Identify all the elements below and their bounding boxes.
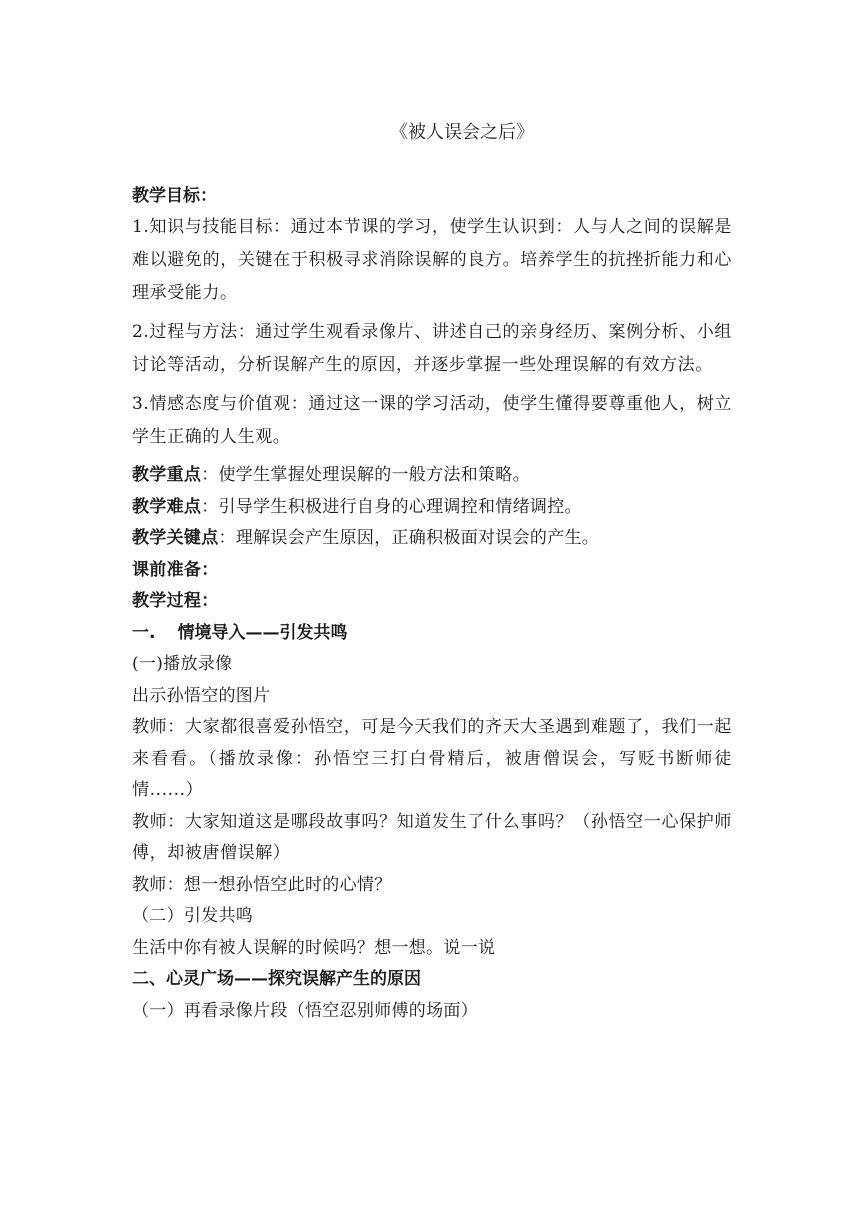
difficulty — [132, 492, 732, 524]
crux-label: 教学关键点 — [132, 528, 219, 548]
key-point — [132, 460, 732, 492]
preparation-heading: 课前准备： — [132, 559, 219, 580]
crux-text: ：理解误会产生原因，正确积极面对误会的产生。 — [218, 528, 600, 548]
crux — [132, 523, 732, 555]
section-1-number: 一. — [132, 622, 156, 643]
section-1-sub-2: （二）引发共鸣 — [132, 906, 254, 926]
objective-item-1: 1.知识与技能目标：通过本节课的学习，使学生认识到：人与人之间的误解是难以避免的，关键在于积极寻求消除误解的良方。培养学生的抗挫折能力和心理承受能力。 — [132, 217, 732, 303]
difficulty-text: ：引导学生积极进行自身的心理调控和情绪调控。 — [201, 496, 582, 517]
section-1-sub-1: (一)播放录像 — [132, 654, 233, 674]
key-point-label: 教学重点 — [132, 465, 202, 485]
key-point-text: ：使学生掌握处理误解的一般方法和策略。 — [201, 465, 530, 485]
teacher-line-1: 教师：大家都很喜爱孙悟空，可是今天我们的齐天大圣遇到难题了，我们一起来看看。（播放录像：孙悟空三打白骨精后，被唐僧误会，写贬书断师徒情......） — [132, 717, 732, 800]
section-2-heading: 二、心灵广场——探究误解产生的原因 — [132, 969, 421, 989]
document-page — [132, 118, 732, 1027]
section-1-title: 情境导入——引发共鸣 — [177, 622, 348, 643]
teacher-line-3: 教师：想一想孙悟空此时的心情？ — [132, 874, 392, 895]
section-1-heading — [132, 618, 732, 650]
objective-item-2: 2.过程与方法：通过学生观看录像片、讲述自己的亲身经历、案例分析、小组讨论等活动，分析误解产生的原因，并逐步掌握一些处理误解的有效方法。 — [132, 322, 732, 375]
objectives-heading: 教学目标： — [132, 186, 217, 206]
document-title: 《被人误会之后》 — [390, 122, 534, 143]
section-2-sub-1: （一）再看录像片段（悟空忍别师傅的场面） — [132, 1000, 478, 1021]
objective-item-3: 3.情感态度与价值观：通过这一课的学习活动，使学生懂得要尊重他人，树立学生正确的人生观。 — [132, 394, 732, 447]
difficulty-label: 教学难点 — [132, 496, 202, 517]
teacher-line-2: 教师：大家知道这是哪段故事吗？知道发生了什么事吗？（孙悟空一心保护师傅，却被唐僧误解） — [132, 811, 732, 863]
section-1-line-2: 生活中你有被人误解的时候吗？想一想。说一说 — [132, 937, 496, 958]
section-1-line-1: 出示孙悟空的图片 — [132, 685, 271, 706]
process-heading: 教学过程： — [132, 591, 219, 611]
